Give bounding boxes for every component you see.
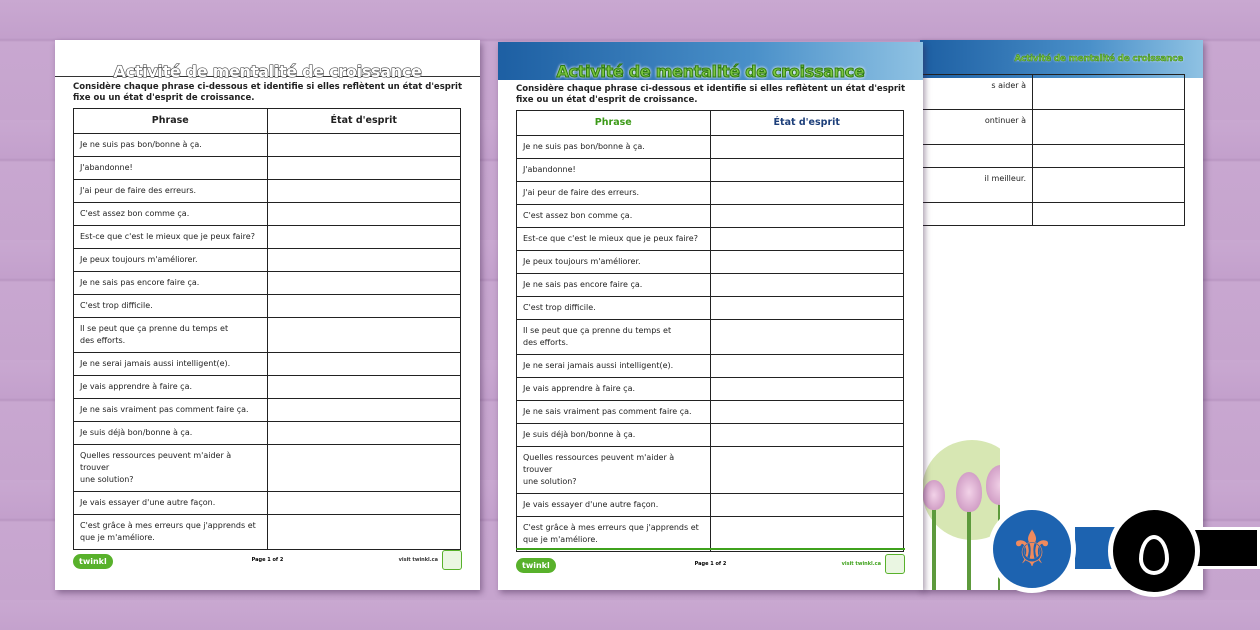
footer bbox=[73, 546, 462, 576]
state-answer-cell[interactable] bbox=[1033, 168, 1185, 203]
state-answer-cell[interactable] bbox=[1033, 203, 1185, 226]
table-row bbox=[517, 401, 904, 424]
state-answer-cell[interactable] bbox=[710, 378, 904, 401]
phrase-cell: s aider à bbox=[881, 75, 1033, 110]
state-answer-cell[interactable] bbox=[710, 297, 904, 320]
state-answer-cell[interactable] bbox=[710, 320, 904, 355]
state-answer-cell[interactable] bbox=[1033, 110, 1185, 145]
table-row bbox=[74, 492, 461, 515]
state-answer-cell[interactable] bbox=[710, 182, 904, 205]
table-row bbox=[517, 136, 904, 159]
state-answer-cell[interactable] bbox=[710, 228, 904, 251]
table-row bbox=[517, 447, 904, 494]
phrase-cell: Je ne sais pas encore faire ça. bbox=[517, 274, 711, 297]
state-answer-cell[interactable] bbox=[267, 422, 461, 445]
state-answer-cell[interactable] bbox=[710, 251, 904, 274]
state-answer-cell[interactable] bbox=[710, 424, 904, 447]
phrase-cell: Je vais essayer d'une autre façon. bbox=[74, 492, 268, 515]
table-row bbox=[517, 424, 904, 447]
quality-seal-icon bbox=[442, 550, 462, 570]
table-row bbox=[74, 515, 461, 550]
phrase-cell: Je ne serai jamais aussi intelligent(e). bbox=[74, 353, 268, 376]
table-row bbox=[517, 159, 904, 182]
phrase-cell: J'abandonne! bbox=[517, 159, 711, 182]
phrase-cell: Je vais essayer d'une autre façon. bbox=[517, 494, 711, 517]
table-row bbox=[517, 182, 904, 205]
table-row bbox=[881, 203, 1185, 226]
badge-bar-dark bbox=[1190, 527, 1260, 569]
phrase-cell: Il se peut que ça prenne du temps et des efforts. bbox=[517, 320, 711, 355]
table-row bbox=[74, 353, 461, 376]
table-row bbox=[74, 318, 461, 353]
table-row bbox=[517, 228, 904, 251]
state-answer-cell[interactable] bbox=[267, 272, 461, 295]
phrase-cell: J'ai peur de faire des erreurs. bbox=[74, 180, 268, 203]
page-number: Page 1 of 2 bbox=[694, 561, 727, 567]
table-row bbox=[881, 75, 1185, 110]
page-title: Activité de mentalité de croissance bbox=[113, 62, 422, 81]
table-row bbox=[517, 378, 904, 401]
maple-leaf-icon: ⚜ bbox=[988, 505, 1076, 593]
table-row bbox=[74, 399, 461, 422]
worksheet-table bbox=[880, 74, 1185, 226]
phrase-cell: Je ne suis pas bon/bonne à ça. bbox=[74, 134, 268, 157]
worksheet-table bbox=[73, 108, 461, 550]
state-answer-cell[interactable] bbox=[267, 492, 461, 515]
table-row bbox=[517, 355, 904, 378]
ink-drop-icon bbox=[1108, 505, 1200, 597]
table-row bbox=[74, 295, 461, 318]
table-row bbox=[517, 251, 904, 274]
state-answer-cell[interactable] bbox=[710, 494, 904, 517]
phrase-cell: Je ne suis pas bon/bonne à ça. bbox=[517, 136, 711, 159]
worksheet-page-color bbox=[498, 42, 923, 590]
phrase-cell: Je peux toujours m'améliorer. bbox=[517, 251, 711, 274]
state-answer-cell[interactable] bbox=[267, 399, 461, 422]
phrase-cell: C'est assez bon comme ça. bbox=[517, 205, 711, 228]
state-answer-cell[interactable] bbox=[710, 401, 904, 424]
phrase-cell: Je peux toujours m'améliorer. bbox=[74, 249, 268, 272]
visit-link: visit twinkl.ca bbox=[398, 557, 438, 563]
phrase-cell: J'abandonne! bbox=[74, 157, 268, 180]
header-phrase: Phrase bbox=[74, 109, 268, 134]
instructions: Considère chaque phrase ci-dessous et identifie si elles reflètent un état d'esprit fixe ou un état d'esprit de croissance. bbox=[516, 84, 906, 105]
state-answer-cell[interactable] bbox=[267, 376, 461, 399]
table-row bbox=[74, 249, 461, 272]
state-answer-cell[interactable] bbox=[1033, 145, 1185, 168]
worksheet-page-bw bbox=[55, 40, 480, 590]
state-answer-cell[interactable] bbox=[710, 517, 904, 552]
phrase-cell: Je ne sais vraiment pas comment faire ça. bbox=[517, 401, 711, 424]
page-number: Page 1 of 2 bbox=[251, 557, 284, 563]
state-answer-cell[interactable] bbox=[267, 318, 461, 353]
state-answer-cell[interactable] bbox=[267, 134, 461, 157]
state-answer-cell[interactable] bbox=[1033, 75, 1185, 110]
state-answer-cell[interactable] bbox=[267, 226, 461, 249]
table-row bbox=[881, 145, 1185, 168]
phrase-cell: Est-ce que c'est le mieux que je peux faire? bbox=[74, 226, 268, 249]
phrase-cell: Quelles ressources peuvent m'aider à trouver une solution? bbox=[74, 445, 268, 492]
table-row bbox=[74, 226, 461, 249]
page-title: Activité de mentalité de croissance bbox=[556, 62, 865, 81]
table-row bbox=[517, 494, 904, 517]
state-answer-cell[interactable] bbox=[267, 295, 461, 318]
phrase-cell: C'est grâce à mes erreurs que j'apprends et que je m'améliore. bbox=[74, 515, 268, 550]
phrase-cell: J'ai peur de faire des erreurs. bbox=[517, 182, 711, 205]
table-row bbox=[74, 272, 461, 295]
state-answer-cell[interactable] bbox=[267, 515, 461, 550]
state-answer-cell[interactable] bbox=[710, 136, 904, 159]
table-row bbox=[74, 203, 461, 226]
table-row bbox=[74, 180, 461, 203]
twinkl-logo: twinkl bbox=[516, 558, 556, 573]
worksheet-table bbox=[516, 110, 904, 552]
phrase-cell: C'est trop difficile. bbox=[74, 295, 268, 318]
phrase-cell: Quelles ressources peuvent m'aider à trouver une solution? bbox=[517, 447, 711, 494]
state-answer-cell[interactable] bbox=[710, 447, 904, 494]
table-row bbox=[74, 134, 461, 157]
header-state: État d'esprit bbox=[267, 109, 461, 134]
phrase-cell: C'est trop difficile. bbox=[517, 297, 711, 320]
phrase-cell: C'est assez bon comme ça. bbox=[74, 203, 268, 226]
visit-link: visit twinkl.ca bbox=[841, 561, 881, 567]
quality-seal-icon bbox=[885, 554, 905, 574]
table-row bbox=[517, 205, 904, 228]
flower-illustration bbox=[920, 420, 1000, 590]
state-answer-cell[interactable] bbox=[267, 445, 461, 492]
footer bbox=[516, 548, 905, 578]
table-row bbox=[74, 445, 461, 492]
table-row bbox=[74, 376, 461, 399]
table-row bbox=[517, 517, 904, 552]
phrase-cell: C'est grâce à mes erreurs que j'apprends et que je m'améliore. bbox=[517, 517, 711, 552]
table-row bbox=[74, 422, 461, 445]
state-answer-cell[interactable] bbox=[710, 355, 904, 378]
table-row bbox=[881, 168, 1185, 203]
state-answer-cell[interactable] bbox=[267, 180, 461, 203]
table-row bbox=[881, 110, 1185, 145]
state-answer-cell[interactable] bbox=[267, 157, 461, 180]
state-answer-cell[interactable] bbox=[710, 205, 904, 228]
phrase-cell: Je vais apprendre à faire ça. bbox=[517, 378, 711, 401]
phrase-cell: Je ne sais vraiment pas comment faire ça. bbox=[74, 399, 268, 422]
phrase-cell: ontinuer à bbox=[881, 110, 1033, 145]
phrase-cell: Il se peut que ça prenne du temps et des efforts. bbox=[74, 318, 268, 353]
state-answer-cell[interactable] bbox=[710, 274, 904, 297]
twinkl-logo: twinkl bbox=[73, 554, 113, 569]
phrase-cell: Je ne sais pas encore faire ça. bbox=[74, 272, 268, 295]
table-row bbox=[517, 320, 904, 355]
header-phrase: Phrase bbox=[517, 111, 711, 136]
table-row bbox=[74, 157, 461, 180]
phrase-cell: Je suis déjà bon/bonne à ça. bbox=[74, 422, 268, 445]
state-answer-cell[interactable] bbox=[267, 203, 461, 226]
phrase-cell: Est-ce que c'est le mieux que je peux faire? bbox=[517, 228, 711, 251]
phrase-cell: Je suis déjà bon/bonne à ça. bbox=[517, 424, 711, 447]
state-answer-cell[interactable] bbox=[710, 159, 904, 182]
state-answer-cell[interactable] bbox=[267, 249, 461, 272]
phrase-cell: Je ne serai jamais aussi intelligent(e). bbox=[517, 355, 711, 378]
table-row bbox=[517, 274, 904, 297]
state-answer-cell[interactable] bbox=[267, 353, 461, 376]
phrase-cell: Je vais apprendre à faire ça. bbox=[74, 376, 268, 399]
header-state: État d'esprit bbox=[710, 111, 904, 136]
instructions: Considère chaque phrase ci-dessous et identifie si elles reflètent un état d'esprit fixe ou un état d'esprit de croissance. bbox=[73, 82, 463, 103]
page-title: Activité de mentalité de croissance bbox=[1014, 54, 1183, 64]
table-row bbox=[517, 297, 904, 320]
phrase-cell: il meilleur. bbox=[881, 168, 1033, 203]
